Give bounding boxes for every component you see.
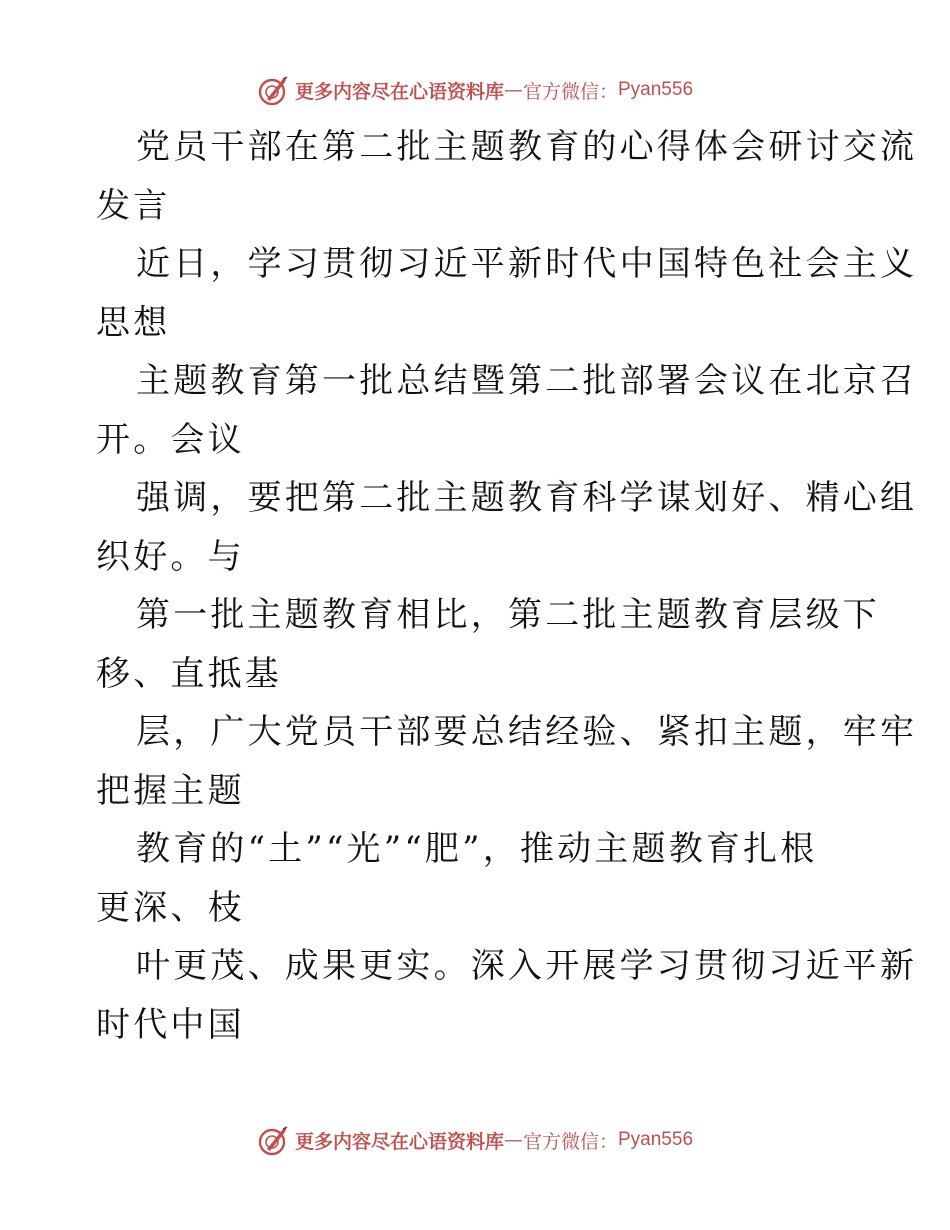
header-brand	[0, 70, 950, 110]
document-line: 层，广大党员干部要总结经验、紧扣主题，牢牢	[136, 712, 918, 752]
document-body	[96, 118, 918, 1054]
document-line: 开。会议	[96, 419, 245, 460]
brand-text: 更多内容尽在心语资料库	[294, 80, 504, 103]
document-line: 第一批主题教育相比，第二批主题教育层级下	[136, 595, 880, 635]
document-line: 强调，要把第二批主题教育科学谋划好、精心组	[136, 478, 918, 518]
document-line: 教育的“土”“光”“肥”，推动主题教育扎根	[136, 829, 818, 869]
document-line: 把握主题	[96, 770, 245, 811]
document-line: 近日，学习贯彻习近平新时代中国特色社会主义	[136, 244, 918, 284]
document-line: 主题教育第一批总结暨第二批部署会议在北京召	[136, 361, 918, 401]
wechat-id: Pyan556	[618, 79, 694, 100]
document-line: 思想	[96, 302, 171, 343]
wechat-id: Pyan556	[618, 1129, 694, 1150]
wechat-label: 官方微信：	[522, 80, 618, 103]
quill-pen-logo-icon	[257, 73, 291, 107]
document-line: 织好。与	[96, 536, 245, 577]
document-line: 党员干部在第二批主题教育的心得体会研讨交流	[136, 127, 918, 167]
brand-text: 更多内容尽在心语资料库	[294, 1130, 504, 1153]
document-line: 更深、枝	[96, 887, 245, 928]
quill-pen-logo-icon	[257, 1123, 291, 1157]
document-line: 时代中国	[96, 1004, 245, 1045]
document-line: 移、直抵基	[96, 653, 282, 694]
document-line: 叶更茂、成果更实。深入开展学习贯彻习近平新	[136, 946, 918, 986]
brand-separator: —	[503, 79, 523, 101]
document-line: 发言	[96, 185, 171, 226]
wechat-label: 官方微信：	[522, 1130, 618, 1153]
footer-brand	[0, 1120, 950, 1160]
brand-separator: —	[503, 1129, 523, 1151]
